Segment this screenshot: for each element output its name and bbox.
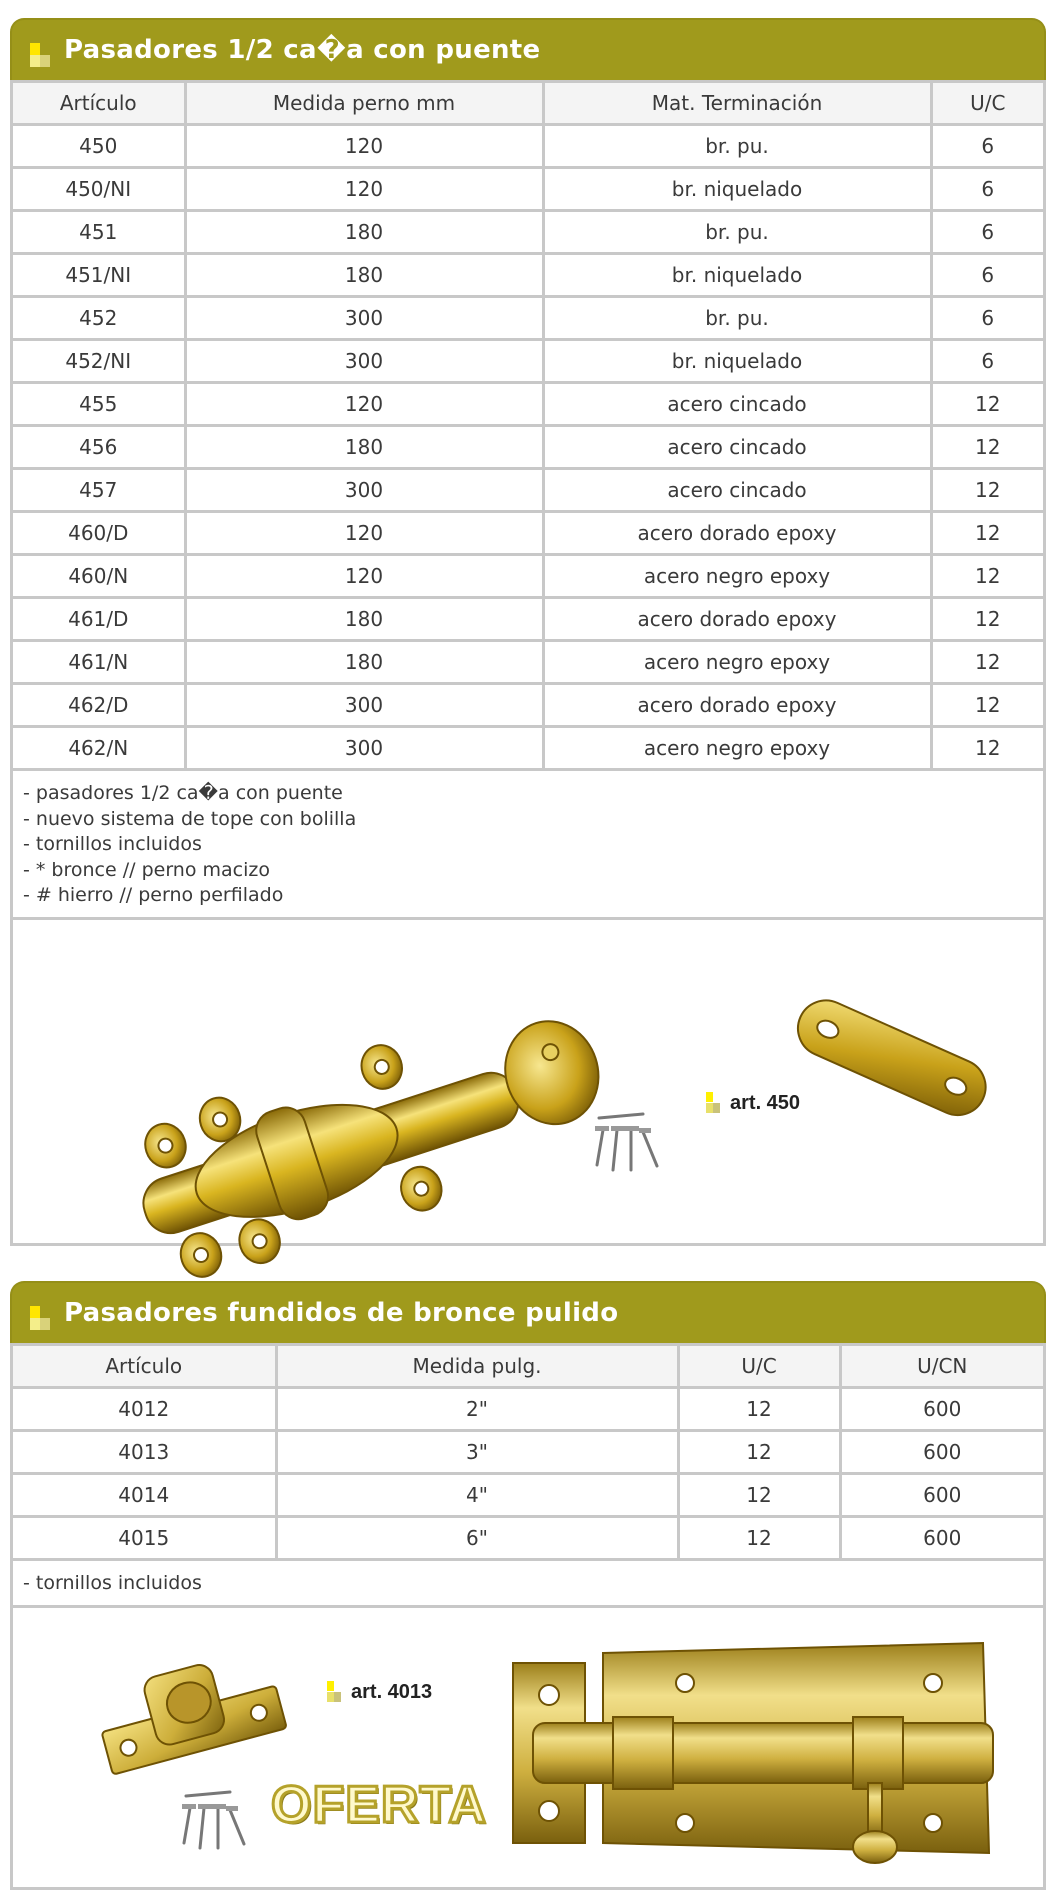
table-cell-ucn: 600 [840, 1474, 1043, 1517]
table-row [13, 598, 1043, 641]
table-cell-uc: 6 [931, 297, 1043, 340]
table-cell-medida: 180 [185, 426, 543, 469]
note-item: - nuevo sistema de tope con bolilla [23, 807, 357, 830]
table-cell-articulo: 456 [13, 426, 185, 469]
brand-square-icon [30, 1306, 52, 1330]
table-cell-terminacion: acero negro epoxy [543, 555, 931, 598]
table-header-row [13, 1345, 1043, 1388]
product-table [13, 1343, 1043, 1561]
panel-pasadores-media-cana [10, 18, 1046, 1246]
table-cell-articulo: 4014 [13, 1474, 276, 1517]
table-cell-articulo: 4012 [13, 1388, 276, 1431]
strike-plate-image [783, 980, 1003, 1130]
art-label [706, 1092, 800, 1115]
table-body [13, 125, 1043, 770]
column-header-uc: U/C [931, 82, 1043, 125]
table-cell-uc: 12 [678, 1388, 840, 1431]
table-cell-terminacion: acero negro epoxy [543, 641, 931, 684]
panel-header [10, 18, 1046, 80]
brand-square-icon [706, 1092, 720, 1114]
table-cell-uc: 12 [931, 469, 1043, 512]
table-row [13, 254, 1043, 297]
table-row [13, 1388, 1043, 1431]
table-cell-medida: 120 [185, 555, 543, 598]
table-cell-uc: 6 [931, 211, 1043, 254]
table-cell-medida: 300 [185, 340, 543, 383]
product-image-area [13, 920, 1043, 1243]
table-cell-uc: 12 [931, 641, 1043, 684]
table-cell-uc: 12 [931, 383, 1043, 426]
brand-square-icon [327, 1681, 341, 1703]
table-cell-articulo: 4013 [13, 1431, 276, 1474]
art-label [327, 1681, 432, 1704]
table-cell-articulo: 450 [13, 125, 185, 168]
table-cell-terminacion: acero cincado [543, 469, 931, 512]
art-label-text: art. 4013 [351, 1680, 433, 1703]
column-header-medida: Medida perno mm [185, 82, 543, 125]
table-row [13, 555, 1043, 598]
screws-icon [178, 1788, 258, 1858]
table-cell-uc: 12 [678, 1517, 840, 1560]
panel-title: Pasadores fundidos de bronce pulido [64, 1298, 619, 1328]
table-cell-terminacion: br. pu. [543, 125, 931, 168]
table-cell-articulo: 462/N [13, 727, 185, 770]
table-row [13, 211, 1043, 254]
column-header-terminacion: Mat. Terminación [543, 82, 931, 125]
table-row [13, 297, 1043, 340]
table-row [13, 340, 1043, 383]
notes-list [13, 1561, 1043, 1608]
note-item: - tornillos incluidos [23, 1572, 202, 1594]
column-header-articulo: Artículo [13, 82, 185, 125]
table-cell-medida: 120 [185, 383, 543, 426]
table-cell-uc: 12 [931, 555, 1043, 598]
table-cell-terminacion: br. niquelado [543, 168, 931, 211]
column-header-ucn: U/CN [840, 1345, 1043, 1388]
table-cell-articulo: 452/NI [13, 340, 185, 383]
table-cell-uc: 12 [931, 684, 1043, 727]
product-table [13, 80, 1043, 771]
table-row [13, 426, 1043, 469]
table-cell-articulo: 460/N [13, 555, 185, 598]
table-row [13, 469, 1043, 512]
table-cell-medida: 180 [185, 211, 543, 254]
table-cell-ucn: 600 [840, 1517, 1043, 1560]
table-cell-medida: 2" [276, 1388, 678, 1431]
table-cell-terminacion: br. niquelado [543, 340, 931, 383]
table-cell-uc: 6 [931, 125, 1043, 168]
screws-icon [591, 1110, 671, 1180]
column-header-medida: Medida pulg. [276, 1345, 678, 1388]
table-row [13, 727, 1043, 770]
table-cell-medida: 300 [185, 684, 543, 727]
table-cell-articulo: 462/D [13, 684, 185, 727]
brass-bolt-image [103, 950, 703, 1240]
table-row [13, 1474, 1043, 1517]
offer-badge: OFERTA [271, 1775, 487, 1834]
table-cell-medida: 180 [185, 641, 543, 684]
table-cell-medida: 6" [276, 1517, 678, 1560]
table-cell-articulo: 460/D [13, 512, 185, 555]
table-body [13, 1388, 1043, 1560]
panel-body [10, 1343, 1046, 1890]
table-row [13, 383, 1043, 426]
table-row [13, 125, 1043, 168]
table-cell-uc: 12 [931, 512, 1043, 555]
table-row [13, 512, 1043, 555]
table-cell-medida: 4" [276, 1474, 678, 1517]
panel-header [10, 1281, 1046, 1343]
table-cell-medida: 120 [185, 512, 543, 555]
table-cell-articulo: 457 [13, 469, 185, 512]
table-cell-uc: 6 [931, 340, 1043, 383]
note-item: - tornillos incluidos [23, 833, 202, 855]
table-row [13, 168, 1043, 211]
barrel-bolt-image [513, 1643, 1013, 1873]
notes-list [13, 771, 1043, 920]
table-cell-medida: 180 [185, 254, 543, 297]
note-item: - pasadores 1/2 ca�a con puente [23, 782, 343, 804]
table-cell-terminacion: acero negro epoxy [543, 727, 931, 770]
panel-title: Pasadores 1/2 ca�a con puente [64, 35, 541, 65]
product-image-area [13, 1608, 1043, 1887]
table-row [13, 1431, 1043, 1474]
table-cell-terminacion: acero cincado [543, 426, 931, 469]
table-cell-terminacion: acero dorado epoxy [543, 512, 931, 555]
table-cell-terminacion: acero dorado epoxy [543, 684, 931, 727]
table-cell-articulo: 451/NI [13, 254, 185, 297]
brand-square-icon [30, 43, 52, 67]
table-cell-articulo: 452 [13, 297, 185, 340]
note-item: - * bronce // perno macizo [23, 858, 270, 881]
table-cell-uc: 12 [931, 426, 1043, 469]
table-cell-terminacion: br. pu. [543, 297, 931, 340]
table-cell-medida: 300 [185, 297, 543, 340]
table-cell-medida: 300 [185, 469, 543, 512]
art-label-text: art. 450 [730, 1091, 801, 1114]
table-cell-medida: 120 [185, 168, 543, 211]
table-cell-uc: 12 [931, 598, 1043, 641]
table-cell-uc: 12 [931, 727, 1043, 770]
table-cell-uc: 12 [678, 1474, 840, 1517]
table-cell-medida: 300 [185, 727, 543, 770]
column-header-articulo: Artículo [13, 1345, 276, 1388]
table-cell-ucn: 600 [840, 1388, 1043, 1431]
column-header-uc: U/C [678, 1345, 840, 1388]
table-cell-terminacion: br. niquelado [543, 254, 931, 297]
panel-body [10, 80, 1046, 1246]
table-cell-uc: 6 [931, 254, 1043, 297]
panel-pasadores-fundidos [10, 1281, 1046, 1890]
note-item: - # hierro // perno perfilado [23, 884, 284, 906]
table-cell-articulo: 455 [13, 383, 185, 426]
table-cell-articulo: 4015 [13, 1517, 276, 1560]
table-cell-articulo: 461/D [13, 598, 185, 641]
table-cell-medida: 180 [185, 598, 543, 641]
table-cell-uc: 6 [931, 168, 1043, 211]
table-cell-terminacion: acero dorado epoxy [543, 598, 931, 641]
table-row [13, 684, 1043, 727]
table-cell-articulo: 451 [13, 211, 185, 254]
table-cell-ucn: 600 [840, 1431, 1043, 1474]
table-cell-medida: 3" [276, 1431, 678, 1474]
table-row [13, 641, 1043, 684]
table-row [13, 1517, 1043, 1560]
strike-plate-image [93, 1648, 293, 1788]
table-cell-terminacion: br. pu. [543, 211, 931, 254]
table-cell-terminacion: acero cincado [543, 383, 931, 426]
table-cell-uc: 12 [678, 1431, 840, 1474]
table-cell-medida: 120 [185, 125, 543, 168]
table-cell-articulo: 450/NI [13, 168, 185, 211]
table-header-row [13, 82, 1043, 125]
table-cell-articulo: 461/N [13, 641, 185, 684]
